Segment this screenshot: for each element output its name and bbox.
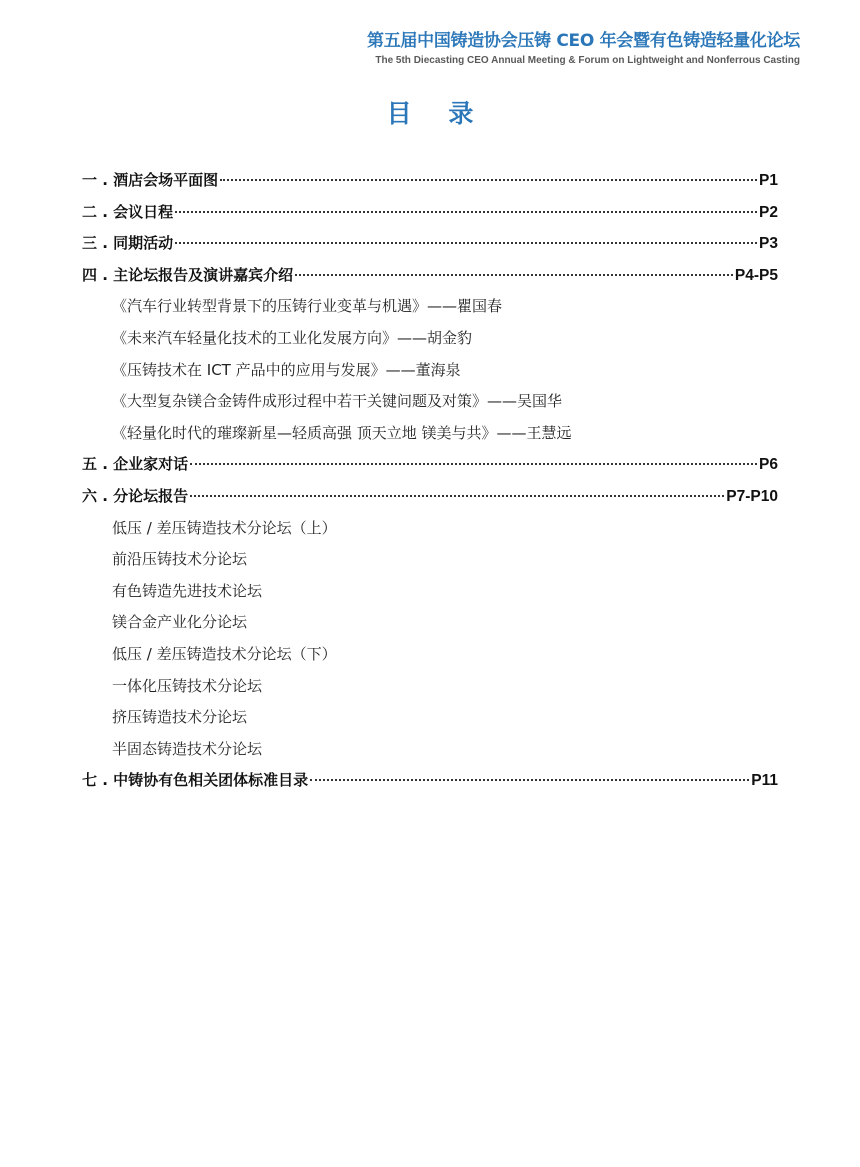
dot-leader	[295, 274, 733, 276]
forum-name: 挤压铸造技术分论坛	[112, 708, 248, 727]
talk-speaker: ——瞿国春	[427, 297, 503, 316]
toc-entry-page: P7-P10	[726, 487, 778, 505]
forum-name: 一体化压铸技术分论坛	[112, 676, 263, 695]
dot-leader	[175, 211, 757, 213]
talk-title: 《汽车行业转型背景下的压铸行业变革与机遇》	[112, 297, 428, 316]
forum-name: 前沿压铸技术分论坛	[112, 550, 248, 569]
toc-entry-group-standards[interactable]	[82, 765, 778, 797]
talk-item[interactable]	[82, 386, 778, 418]
talk-speaker: ——董海泉	[385, 360, 461, 379]
forum-name: 镁合金产业化分论坛	[112, 613, 248, 632]
forum-item[interactable]	[82, 576, 778, 608]
talk-item[interactable]	[82, 323, 778, 355]
forum-item[interactable]	[82, 513, 778, 545]
dot-leader	[220, 179, 757, 181]
talk-title: 《大型复杂镁合金铸件成形过程中若干关键问题及对策》	[112, 392, 488, 411]
talk-item[interactable]	[82, 355, 778, 387]
talk-title: 《未来汽车轻量化技术的工业化发展方向》	[112, 328, 398, 347]
toc-entry-label: 三 . 同期活动	[82, 234, 174, 253]
table-of-contents	[82, 165, 778, 797]
toc-entry-concurrent-events[interactable]	[82, 228, 778, 260]
toc-entry-page: P6	[759, 456, 778, 474]
toc-entry-label: 四 . 主论坛报告及演讲嘉宾介绍	[82, 265, 294, 284]
forum-item[interactable]	[82, 671, 778, 703]
forum-item[interactable]	[82, 639, 778, 671]
talk-item[interactable]	[82, 291, 778, 323]
toc-entry-page: P1	[759, 172, 778, 189]
toc-entry-hotel-floor-plan[interactable]	[82, 165, 778, 197]
toc-entry-label: 六 . 分论坛报告	[82, 486, 189, 505]
toc-entry-agenda[interactable]	[82, 197, 778, 229]
toc-entry-label: 二 . 会议日程	[82, 202, 174, 221]
forum-item[interactable]	[82, 607, 778, 639]
page-title: 目 录	[386, 99, 488, 128]
toc-entry-page: P3	[759, 235, 778, 253]
toc-entry-page: P2	[759, 203, 778, 221]
forum-item[interactable]	[82, 544, 778, 576]
dot-leader	[190, 495, 724, 497]
toc-entry-label: 一 . 酒店会场平面图	[82, 171, 219, 189]
forum-name: 低压 / 差压铸造技术分论坛（上）	[112, 518, 337, 537]
event-subtitle: The 5th Diecasting CEO Annual Meeting & Forum on Lightweight and Nonferrous Casting	[375, 55, 800, 66]
forum-name: 半固态铸造技术分论坛	[112, 739, 263, 758]
dot-leader	[190, 463, 757, 465]
talk-title: 《轻量化时代的璀璨新星—轻质高强 顶天立地 镁美与共》	[112, 423, 497, 442]
talk-speaker: ——胡金豹	[397, 328, 473, 347]
talk-item[interactable]	[82, 418, 778, 450]
page-header	[367, 30, 800, 68]
toc-entry-label: 七 . 中铸协有色相关团体标准目录	[82, 771, 309, 790]
forum-item[interactable]	[82, 734, 778, 766]
talk-speaker: ——吴国华	[487, 392, 563, 411]
toc-entry-entrepreneur-dialogue[interactable]	[82, 449, 778, 481]
event-title: 第五届中国铸造协会压铸 CEO 年会暨有色铸造轻量化论坛	[367, 31, 800, 51]
toc-entry-sub-forums[interactable]	[82, 481, 778, 513]
toc-entry-page: P11	[751, 772, 778, 790]
forum-item[interactable]	[82, 702, 778, 734]
forum-name: 低压 / 差压铸造技术分论坛（下）	[112, 644, 337, 663]
dot-leader	[175, 242, 757, 244]
forum-name: 有色铸造先进技术论坛	[112, 581, 263, 600]
toc-entry-page: P4-P5	[734, 266, 778, 284]
toc-entry-label: 五 . 企业家对话	[82, 455, 189, 474]
talk-speaker: ——王慧远	[496, 423, 572, 442]
toc-entry-main-forum[interactable]	[82, 260, 778, 292]
dot-leader	[310, 779, 749, 781]
talk-title: 《压铸技术在 ICT 产品中的应用与发展》	[112, 360, 386, 379]
